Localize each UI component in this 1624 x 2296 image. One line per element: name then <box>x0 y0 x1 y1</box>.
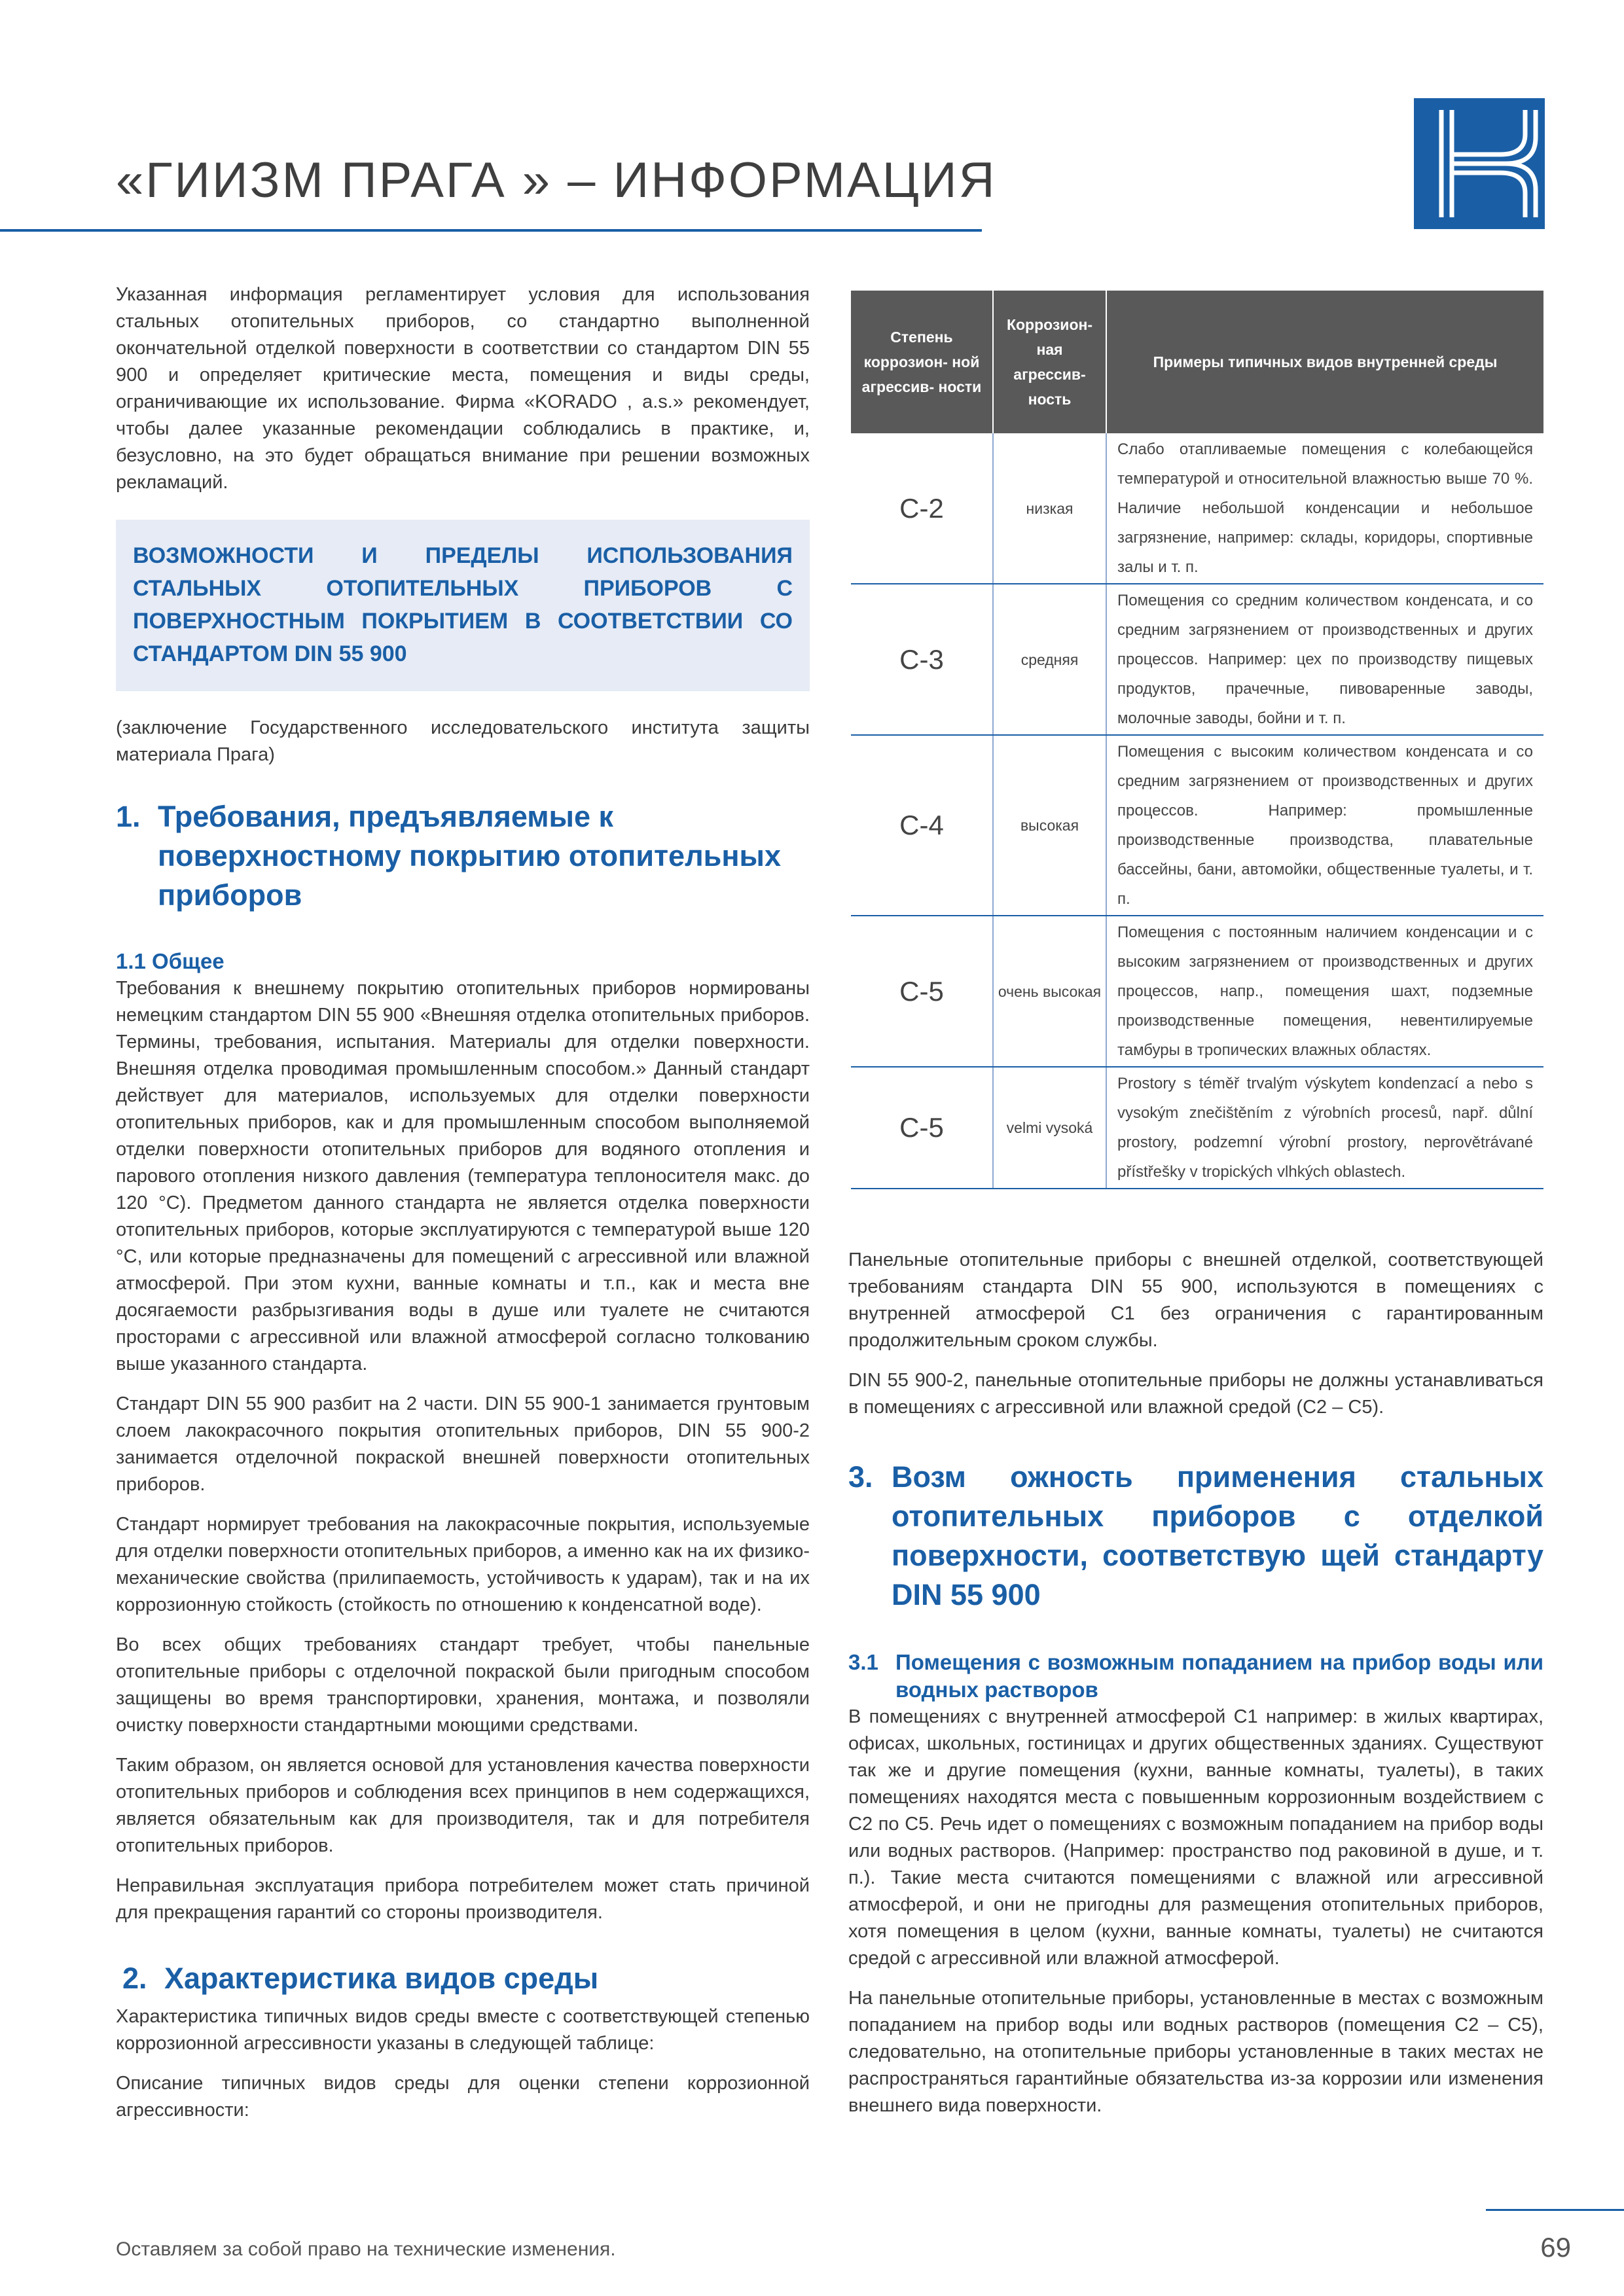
paragraph-right-a: Панельные отопительные приборы с внешней отделкой, соответствующей требованиям стандарта DIN 55 900, используются в помещениях с внутренней атмосферой C1 без ограничения с гарантированным продолжительным сроком службы. <box>848 1249 1543 1351</box>
page-title: «ГИИЗМ ПРАГА » – ИНФОРМАЦИЯ <box>116 152 997 208</box>
section-2-title: Характеристика видов среды <box>164 1962 599 1995</box>
subsection-3-1-title: Помещения с возможным попаданием на прибор воды или водных растворов <box>895 1650 1543 1702</box>
corrosion-table <box>851 291 1543 1189</box>
subsection-1-1-heading: 1.1 Общее <box>116 949 225 973</box>
section-3-number: 3. <box>848 1460 873 1494</box>
paragraph-3-1-b: На панельные отопительные приборы, установленные в местах с возможным попаданием на прибор воды или водных растворов (помещения C2 – C5), следовательно, на отопительные приборы установленные в таких местах не распространяться гарантийные обязательства из-за коррозии или изменения внешнего вида поверхности. <box>848 1988 1543 2116</box>
paragraph-1-1-f: Неправильная эксплуатация прибора потребителем может стать причиной для прекращения гарантий со стороны производителя. <box>116 1875 810 1923</box>
paragraph-2-a: Характеристика типичных видов среды вместе с соответствующей степенью коррозионной агрессивности указаны в следующей таблице: <box>116 2006 810 2054</box>
header-corrosion-class: Степень коррозион- ной агрессив- ности <box>851 291 993 433</box>
left-column <box>116 281 810 2124</box>
right-column <box>848 1247 1543 2119</box>
intro-paragraph: Указанная информация регламентирует условия для использования стальных отопительных приборов, со стандартно выполненной окончательной отделкой поверхности в соответствии со стандартом DIN 55 900 и определяет критические места, помещения и виды среды, ограничивающие их использование. Фирма «KORADO , a.s.» рекомендует, чтобы далее указанные рекомендации соблюдались в практике, и, безусловно, на это будет обращаться внимание при решении возможных рекламаций. <box>116 284 810 493</box>
table-row <box>851 584 1543 735</box>
paragraph-2-b: Описание типичных видов среды для оценки степени коррозионной агрессивности: <box>116 2073 810 2121</box>
logo-mark-icon <box>1414 98 1545 229</box>
paragraph-3-1-a: В помещениях с внутренней атмосферой C1 например: в жилых квартирах, офисах, школьных, гостиницах и других общественных зданиях. Существуют так же и другие помещения (кухни, ванные комнаты, туалеты), в таких помещениях находятся места с повышенным коррозионным воздействием с C2 по C5. Речь идет о помещениях с возможным попаданием на прибор воды или водных растворов. (Например: пространство под раковиной в душе, и т. п.). Такие места считаются помещениями с влажной или агрессивной атмосферой, и они не пригодны для размещения отопительных приборов, хотя помещения в целом (кухни, ванные комнаты, туалеты) не считаются средой с агрессивной или влажной атмосферой. <box>848 1706 1543 1969</box>
section-2-number: 2. <box>122 1962 147 1995</box>
row-example: Помещения с постоянным наличием конденсации и с высоким загрязнением от производственных и других процессов, напр., помещения шахт, подземные производственные помещения, невентилируемые тамбуры в тропических влажных областях. <box>1106 916 1543 1067</box>
row-degree: velmi vysoká <box>993 1067 1106 1189</box>
row-class: C-4 <box>851 735 993 916</box>
row-example: Помещения со средним количеством конденсата, и со средним загрязнением от производственных и других процессов. Например: цех по производству пищевых продуктов, прачечные, пивоваренные заводы, молочные заводы, бойни и т. п. <box>1106 584 1543 735</box>
section-1-number: 1. <box>116 800 141 833</box>
row-degree: средняя <box>993 584 1106 735</box>
row-degree: низкая <box>993 433 1106 584</box>
row-example: Слабо отапливаемые помещения с колебающейся температурой и относительной влажностью выше 70 %. Наличие небольшой конденсации и небольшое загрязнение, например: склады, коридоры, спортивные залы и т. п. <box>1106 433 1543 584</box>
table-row <box>851 1067 1543 1189</box>
row-class: C-2 <box>851 433 993 584</box>
title-rule <box>0 229 982 232</box>
paragraph-right-b: DIN 55 900-2, панельные отопительные приборы не должны устанавливаться в помещениях с агрессивной или влажной средой (C2 – C5). <box>848 1370 1543 1418</box>
row-class: C-5 <box>851 1067 993 1189</box>
section-3-title: Возм ожность применения стальных отопительных приборов с отделкой поверхности, соответствую щей стандарту DIN 55 900 <box>892 1460 1543 1611</box>
footer-note: Оставляем за собой право на технические изменения. <box>116 2238 616 2260</box>
row-example: Помещения с высоким количеством конденсата и со средним загрязнением от производственных и других процессов. Например: промышленные производственные производства, плавательные бассейны, бани, автомойки, общественные туалеты, и т. п. <box>1106 735 1543 916</box>
row-example: Prostory s téměř trvalým výskytem kondenzací a nebo s vysokým znečištěním z výrobních procesů, např. důlní prostory, podzemní výrobní prostory, neprovětrávané přístřešky v tropických vlhkých oblastech. <box>1106 1067 1543 1189</box>
callout-box <box>116 520 810 691</box>
row-degree: очень высокая <box>993 916 1106 1067</box>
table-row <box>851 916 1543 1067</box>
callout-heading: ВОЗМОЖНОСТИ И ПРЕДЕЛЫ ИСПОЛЬЗОВАНИЯ СТАЛЬНЫХ ОТОПИТЕЛЬНЫХ ПРИБОРОВ С ПОВЕРХНОСТНЫМ ПОКРЫТИЕМ В СООТВЕТСТВИИ СО СТАНДАРТОМ DIN 55 900 <box>133 543 793 666</box>
table-row <box>851 735 1543 916</box>
table-header-row <box>851 291 1543 433</box>
row-class: C-5 <box>851 916 993 1067</box>
paragraph-1-1-b: Стандарт DIN 55 900 разбит на 2 части. DIN 55 900-1 занимается грунтовым слоем лакокрасочного покрытия отопительных приборов, DIN 55 900-2 занимается отделочной покраской внешней поверхности отопительных приборов. <box>116 1393 810 1495</box>
paragraph-1-1-a: Требования к внешнему покрытию отопительных приборов нормированы немецким стандартом DIN 55 900 «Внешняя отделка отопительных приборов. Термины, требования, испытания. Материалы для отделки поверхности. Внешняя отделка проводимая промышленным способом.» Данный стандарт действует для материалов, используемых для отделки поверхности отопительных приборов, как и для промышленным способом выполняемой отделки поверхности отопительных приборов для водяного отопления и парового отопления низкого давления (температура теплоносителя макс. до 120 °C). Предметом данного стандарта не является отделка поверхности отопительных приборов, которые эксплуатируются с температурой выше 120 °C, или которые предназначены для помещений с агрессивной или влажной атмосферой. При этом кухни, ванные комнаты и т.п., как и места вне досягаемости разбрызгивания воды в душе или туалете не считаются просторами с агрессивной или влажной атмосферой согласно толкованию выше указанного стандарта. <box>116 978 810 1374</box>
conclusion-note: (заключение Государственного исследовательского института защиты материала Прага) <box>116 717 810 765</box>
paragraph-1-1-c: Стандарт нормирует требования на лакокрасочные покрытия, используемые для отделки поверхности отопительных приборов, а именно как на их физико-механические свойства (прилипаемость, устойчивость к ударам), так и на их коррозионную стойкость (стойкость по отношению к конденсатной воде). <box>116 1514 810 1615</box>
page-number: 69 <box>1540 2232 1571 2263</box>
header-environment-examples: Примеры типичных видов внутренней среды <box>1106 291 1543 433</box>
section-1-title: Требования, предъявляемые к поверхностному покрытию отопительных приборов <box>158 800 781 912</box>
paragraph-1-1-d: Во всех общих требованиях стандарт требует, чтобы панельные отопительные приборы с отделочной покраской были пригодным способом защищены во время транспортировки, хранения, монтажа, и позволяли очистку поверхности стандартными моющими средствами. <box>116 1634 810 1736</box>
table-row <box>851 433 1543 584</box>
page-number-rule <box>1486 2209 1624 2211</box>
subsection-3-1-number: 3.1 <box>848 1650 878 1674</box>
paragraph-1-1-e: Таким образом, он является основой для установления качества поверхности отопительных приборов и соблюдения всех принципов в нем содержащихся, является обязательным как для производителя, так и для потребителя отопительных приборов. <box>116 1755 810 1856</box>
section-1-heading <box>116 797 810 915</box>
row-degree: высокая <box>993 735 1106 916</box>
row-class: C-3 <box>851 584 993 735</box>
subsection-3-1-heading <box>848 1649 1543 1704</box>
header-corrosion-aggressiveness: Коррозион- ная агрессив- ность <box>993 291 1106 433</box>
section-3-heading <box>848 1458 1543 1615</box>
korado-logo <box>1414 98 1545 229</box>
section-2-heading <box>116 1959 810 1998</box>
